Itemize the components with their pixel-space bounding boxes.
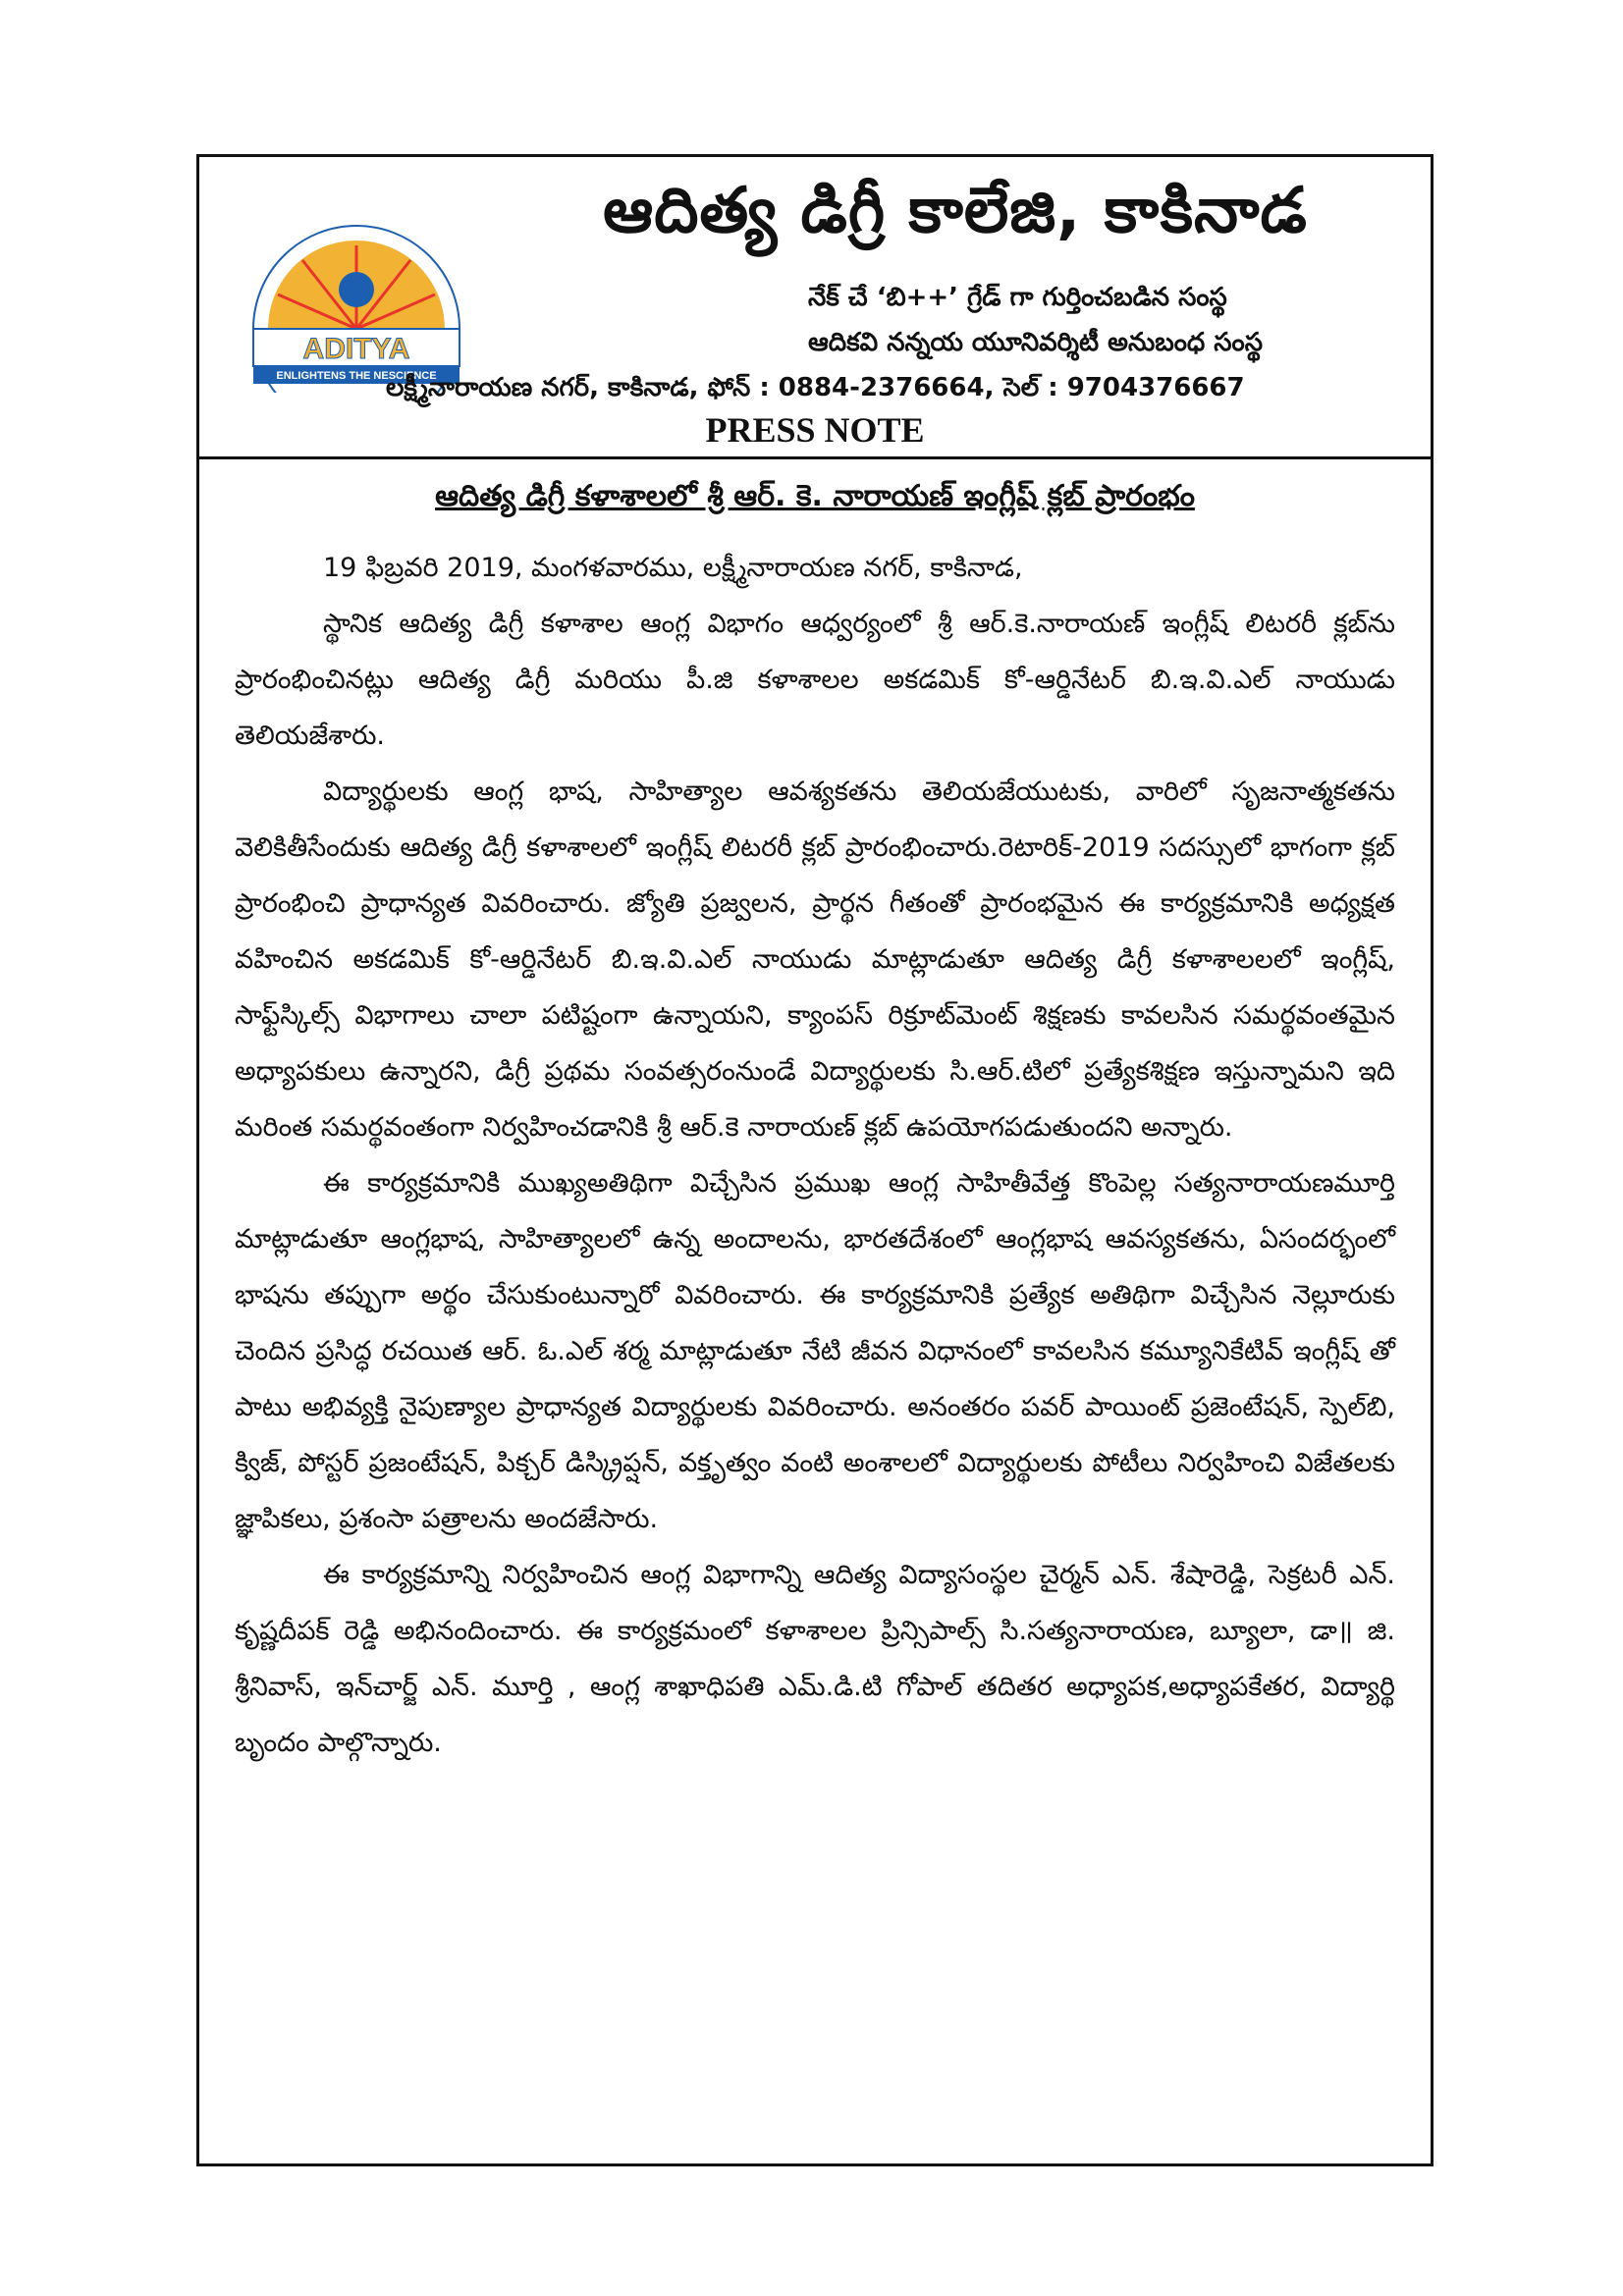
letterhead xyxy=(199,157,1431,459)
paragraph-2: విద్యార్థులకు ఆంగ్ల భాష, సాహిత్యాల ఆవశ్యకతను తెలియజేయుటకు, వారిలో సృజనాత్మకతను వెలికితీసేందుకు ఆదిత్య డిగ్రీ కళాశాలలో ఇంగ్లీష్ లిటరరీ క్లబ్ ప్రారంభించారు.రెటారిక్-2019 సదస్సులో భాగంగా క్లబ్ ప్రారంభించి ప్రాధాన్యత వివరించారు. జ్యోతి ప్రజ్వలన, ప్రార్థన గీతంతో ప్రారంభమైన ఈ కార్యక్రమానికి అధ్యక్షత వహించిన అకడమిక్ కో-ఆర్డినేటర్ బి.ఇ.వి.ఎల్ నాయుడు మాట్లాడుతూ ఆదిత్య డిగ్రీ కళాశాలలలో ఇంగ్లీష్, సాఫ్ట్‌స్కిల్స్ విభాగాలు చాలా పటిష్టంగా ఉన్నాయని, క్యాంపస్ రిక్రూట్‌మెంట్ శిక్షణకు కావలసిన సమర్థవంతమైన అధ్యాపకులు ఉన్నారని, డిగ్రీ ప్రథమ సంవత్సరంనుండే విద్యార్థులకు సి.ఆర్.టిలో ప్రత్యేకశిక్షణ ఇస్తున్నామని ఇది మరింత సమర్థవంతంగా నిర్వహించడానికి శ్రీ ఆర్.కె నారాయణ్ క్లబ్ ఉపయోగపడుతుందని అన్నారు. xyxy=(235,776,1395,1143)
logo-wordmark: ADITYA xyxy=(302,333,410,365)
logo-tagline: ENLIGHTENS THE NESCIENCE xyxy=(276,370,437,382)
article-title: ఆదిత్య డిగ్రీ కళాశాలలో శ్రీ ఆర్. కె. నారాయణ్ ఇంగ్లీష్ క్లబ్ ప్రారంభం xyxy=(435,479,1195,513)
accreditation-line: నేక్ చే ‘బి++’ గ్రేడ్ గా గుర్తించబడిన సంస్థ xyxy=(808,283,1227,312)
college-logo xyxy=(234,182,479,393)
address-line: లక్ష్మీనారాయణ నగర్, కాకినాడ, ఫోన్ : 0884-2376664, సెల్ : 9704376667 xyxy=(386,373,1245,402)
affiliation-line: ఆదికవి నన్నయ యూనివర్శిటీ అనుబంధ సంస్థ xyxy=(808,328,1263,357)
paragraph-3: ఈ కార్యక్రమానికి ముఖ్యఅతిథిగా విచ్చేసిన ప్రముఖ ఆంగ్ల సాహితీవేత్త కొంపెల్ల సత్యనారాయణమూర్తి మాట్లాడుతూ ఆంగ్లభాష, సాహిత్యాలలో ఉన్న అందాలను, భారతదేశంలో ఆంగ్లభాష ఆవస్యకతను, ఏసందర్భంలో భాషను తప్పుగా అర్థం చేసుకుంటున్నారో వివరించారు. ఈ కార్యక్రమానికి ప్రత్యేక అతిథిగా విచ్చేసిన నెల్లూరుకు చెందిన ప్రసిద్ధ రచయిత ఆర్. ఓ.ఎల్ శర్మ మాట్లాడుతూ నేటి జీవన విధానంలో కావలసిన కమ్యూనికేటివ్ ఇంగ్లీష్ తో పాటు అభివ్యక్తి నైపుణ్యాల ప్రాధాన్యత విద్యార్థులకు వివరించారు. అనంతరం పవర్ పాయింట్ ప్రజెంటేషన్, స్పెల్‌బి, క్విజ్, పోస్టర్ ప్రజంటేషన్, పిక్చర్ డిస్క్రిప్షన్, వక్తృత్వం వంటి అంశాలలో విద్యార్థులకు పోటీలు నిర్వహించి విజేతలకు జ్ఞాపికలు, ప్రశంసా పత్రాలను అందజేసారు. xyxy=(235,1168,1395,1534)
press-note-frame xyxy=(196,154,1434,2166)
article-body xyxy=(235,540,1395,1771)
college-name: ఆదిత్య డిగ్రీ కాలేజి, కాకినాడ xyxy=(603,175,1308,247)
paragraph-4: ఈ కార్యక్రమాన్ని నిర్వహించిన ఆంగ్ల విభాగాన్ని ఆదిత్య విద్యాసంస్థల చైర్మన్ ఎన్. శేషారెడ్డి, సెక్రటరీ ఎన్. కృష్ణదీపక్ రెడ్డి అభినందించారు. ఈ కార్యక్రమంలో కళాశాలల ప్రిన్సిపాల్స్ సి.సత్యనారాయణ, బ్యూలా, డా॥ జి. శ్రీనివాస్, ఇన్‌చార్జ్ ఎన్. మూర్తి , ఆంగ్ల శాఖాధిపతి ఎమ్.డి.టి గోపాల్ తదితర అధ్యాపక,అధ్యాపకేతర, విద్యార్థి బృందం పాల్గొన్నారు. xyxy=(235,1560,1395,1758)
paragraph-1: స్థానిక ఆదిత్య డిగ్రీ కళాశాల ఆంగ్ల విభాగం ఆధ్వర్యంలో శ్రీ ఆర్.కె.నారాయణ్ ఇంగ్లీష్ లిటరరీ క్లబ్‌ను ప్రారంభించినట్లు ఆదిత్య డిగ్రీ మరియు పీ.జి కళాశాలల అకడమిక్ కో-ఆర్డినేటర్ బి.ఇ.వి.ఎల్ నాయుడు తెలియజేశారు. xyxy=(235,609,1395,751)
press-note-label: PRESS NOTE xyxy=(705,410,925,450)
dateline: 19 ఫిబ్రవరి 2019, మంగళవారము, లక్ష్మీనారాయణ నగర్, కాకినాడ, xyxy=(323,553,1023,583)
lotus-icon xyxy=(339,272,374,307)
